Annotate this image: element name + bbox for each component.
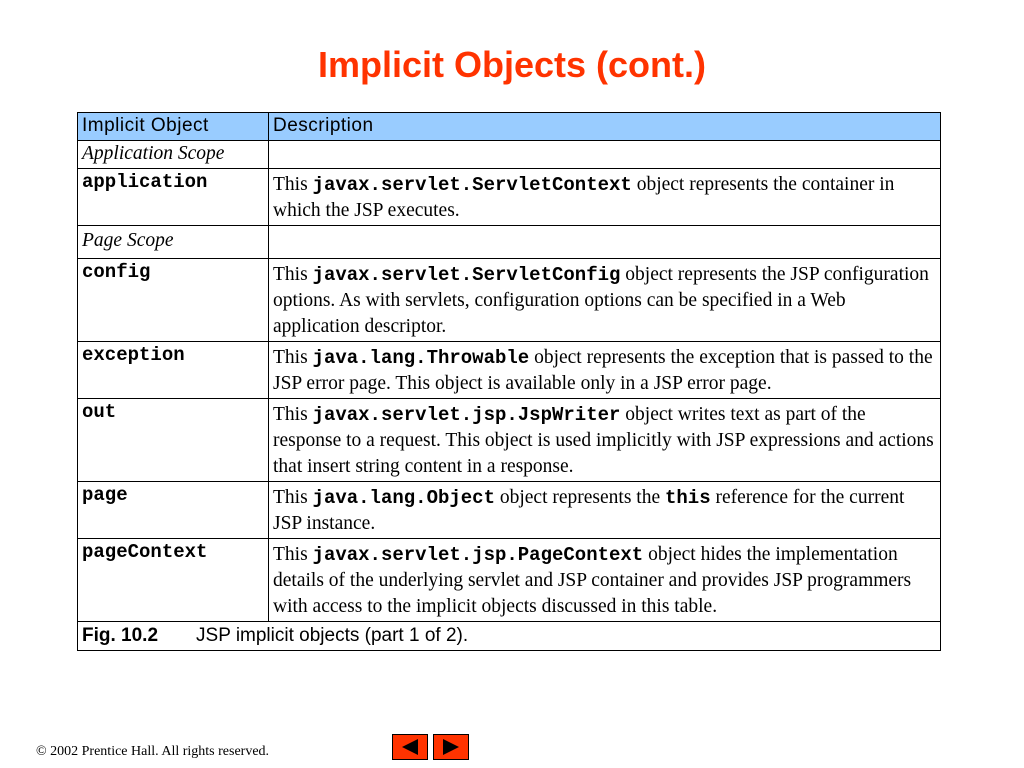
desc-text: object represents the JSP configuration options. As with servlets, configuration options can be specified in a Web application descriptor. <box>273 264 929 337</box>
implicit-objects-table <box>77 112 941 651</box>
desc-text: reference for the current JSP instance. <box>273 487 905 534</box>
previous-slide-button[interactable] <box>392 734 428 760</box>
header-implicit-object: Implicit Object <box>78 113 269 141</box>
desc-text: object represents the <box>494 487 665 508</box>
desc-text: This <box>273 487 313 508</box>
object-description <box>269 169 941 226</box>
copyright-footer <box>36 744 269 760</box>
object-description <box>269 259 941 342</box>
object-name: config <box>78 259 269 342</box>
object-name: page <box>78 482 269 539</box>
table-row <box>78 399 941 482</box>
desc-text: object hides the implementation details of the underlying servlet and JSP container and provides JSP programmers with access to the implicit objects discussed in this table. <box>273 544 912 617</box>
class-name: java.lang.Throwable <box>312 347 530 369</box>
object-name: out <box>78 399 269 482</box>
scope-label: Page Scope <box>78 226 269 259</box>
page-title: Implicit Objects (cont.) <box>317 44 707 85</box>
header-description: Description <box>269 113 941 141</box>
next-slide-button[interactable] <box>433 734 469 760</box>
table-row <box>78 539 941 622</box>
desc-text: object represents the container in which the JSP executes. <box>273 174 895 221</box>
object-description <box>269 399 941 482</box>
class-name: javax.servlet.jsp.PageContext <box>312 544 644 566</box>
figure-caption-text: JSP implicit objects (part 1 of 2). <box>196 625 469 646</box>
desc-text: object represents the exception that is passed to the JSP error page. This object is available only in a JSP error page. <box>273 347 933 394</box>
desc-text: This <box>273 404 313 425</box>
object-description <box>269 342 941 399</box>
scope-description <box>269 141 941 169</box>
object-name: exception <box>78 342 269 399</box>
desc-text: This <box>273 544 313 565</box>
desc-text: This <box>273 264 313 285</box>
copyright-symbol: © <box>36 744 47 759</box>
object-description <box>269 539 941 622</box>
table-row <box>78 141 941 169</box>
class-name: javax.servlet.jsp.JspWriter <box>312 404 621 426</box>
table-row <box>78 342 941 399</box>
table-row <box>78 482 941 539</box>
figure-label: Fig. 10.2 <box>82 625 159 646</box>
scope-label: Application Scope <box>78 141 269 169</box>
left-triangle-icon <box>400 738 420 756</box>
desc-text: This <box>273 174 313 195</box>
table-row <box>78 259 941 342</box>
figure-caption-row <box>78 622 941 651</box>
keyword-this: this <box>665 487 711 509</box>
object-name: pageContext <box>78 539 269 622</box>
object-description <box>269 482 941 539</box>
desc-text: object writes text as part of the response to a request. This object is used implicitly with JSP expressions and actions that insert string content in a response. <box>273 404 934 477</box>
class-name: javax.servlet.ServletConfig <box>312 264 621 286</box>
desc-text: This <box>273 347 313 368</box>
class-name: javax.servlet.ServletContext <box>312 174 632 196</box>
copyright-text: 2002 Prentice Hall. All rights reserved. <box>46 744 270 759</box>
figure-caption <box>78 622 941 651</box>
scope-description <box>269 226 941 259</box>
object-name: application <box>78 169 269 226</box>
right-triangle-icon <box>441 738 461 756</box>
table-row <box>78 226 941 259</box>
table-row <box>78 169 941 226</box>
table-header-row <box>78 113 941 141</box>
class-name: java.lang.Object <box>312 487 495 509</box>
